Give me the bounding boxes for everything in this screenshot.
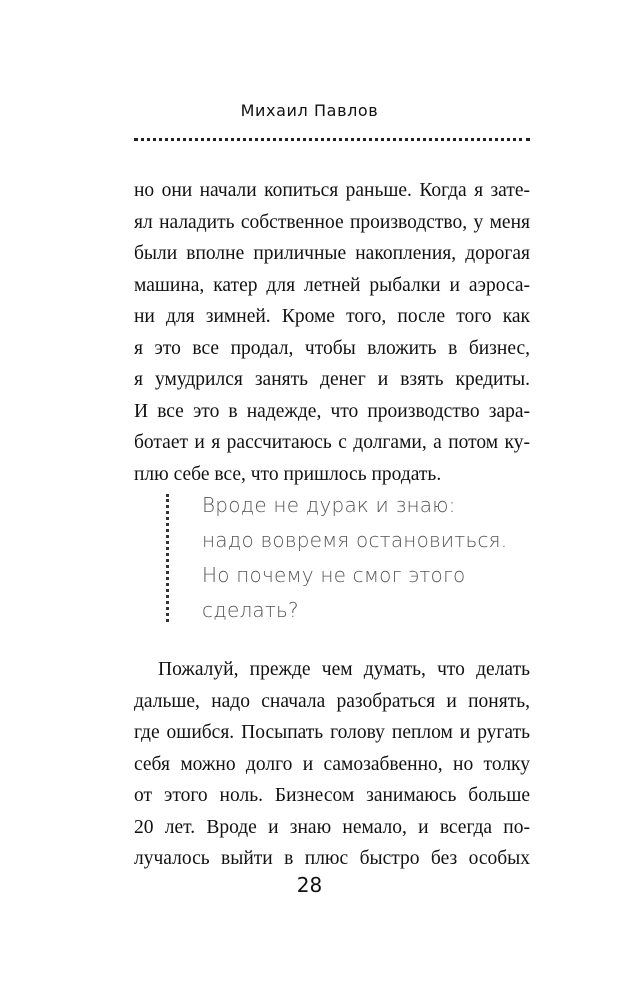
text-line: Пожалуй, прежде чем думать, что делать <box>158 659 530 680</box>
quote-line: Но почему не смог этого <box>202 563 466 587</box>
text-line: от этого ноль. Бизнесом занимаюсь больше <box>134 785 530 806</box>
text-line: ял наладить собственное производство, у меня <box>134 211 530 233</box>
text-line: себя можно долго и самозабвенно, но толку <box>134 753 530 775</box>
paragraph-2 <box>134 654 530 875</box>
header-dotted-rule <box>134 138 530 141</box>
pull-quote-text <box>202 488 507 628</box>
text-line: плю себе все, что пришлось продать. <box>134 463 442 485</box>
paragraph-1 <box>134 175 530 490</box>
pull-quote <box>166 488 530 624</box>
text-line: ботает и я рассчитаюсь с долгами, а потом ку- <box>134 432 530 453</box>
text-line: были вполне приличные накопления, дорогая <box>134 243 530 264</box>
text-line: я это все продал, чтобы вложить в бизнес, <box>134 337 530 359</box>
text-line: где ошибся. Посыпать голову пеплом и ругать <box>134 722 530 743</box>
text-line: ни для зимней. Кроме того, после того как <box>134 306 530 327</box>
text-line: лучалось выйти в плюс быстро без особых <box>134 848 530 869</box>
quote-dotted-rule <box>166 494 169 622</box>
quote-line: сделать? <box>202 598 299 622</box>
text-line: машина, катер для летней рыбалки и аэроса- <box>134 274 530 296</box>
quote-line: Вроде не дурак и знаю: <box>202 493 456 517</box>
text-line: но они начали копиться раньше. Когда я зате- <box>134 180 530 201</box>
text-line: я умудрился занять денег и взять кредиты. <box>134 369 530 390</box>
text-line: 20 лет. Вроде и знаю немало, и всегда по- <box>134 816 530 838</box>
quote-line: надо вовремя остановиться. <box>202 528 508 552</box>
text-line: И все это в надежде, что производство зара- <box>134 400 530 422</box>
text-line: дальше, надо сначала разобраться и понять, <box>134 690 530 712</box>
running-head: Михаил Павлов <box>240 101 379 120</box>
page-number: 28 <box>296 873 323 897</box>
